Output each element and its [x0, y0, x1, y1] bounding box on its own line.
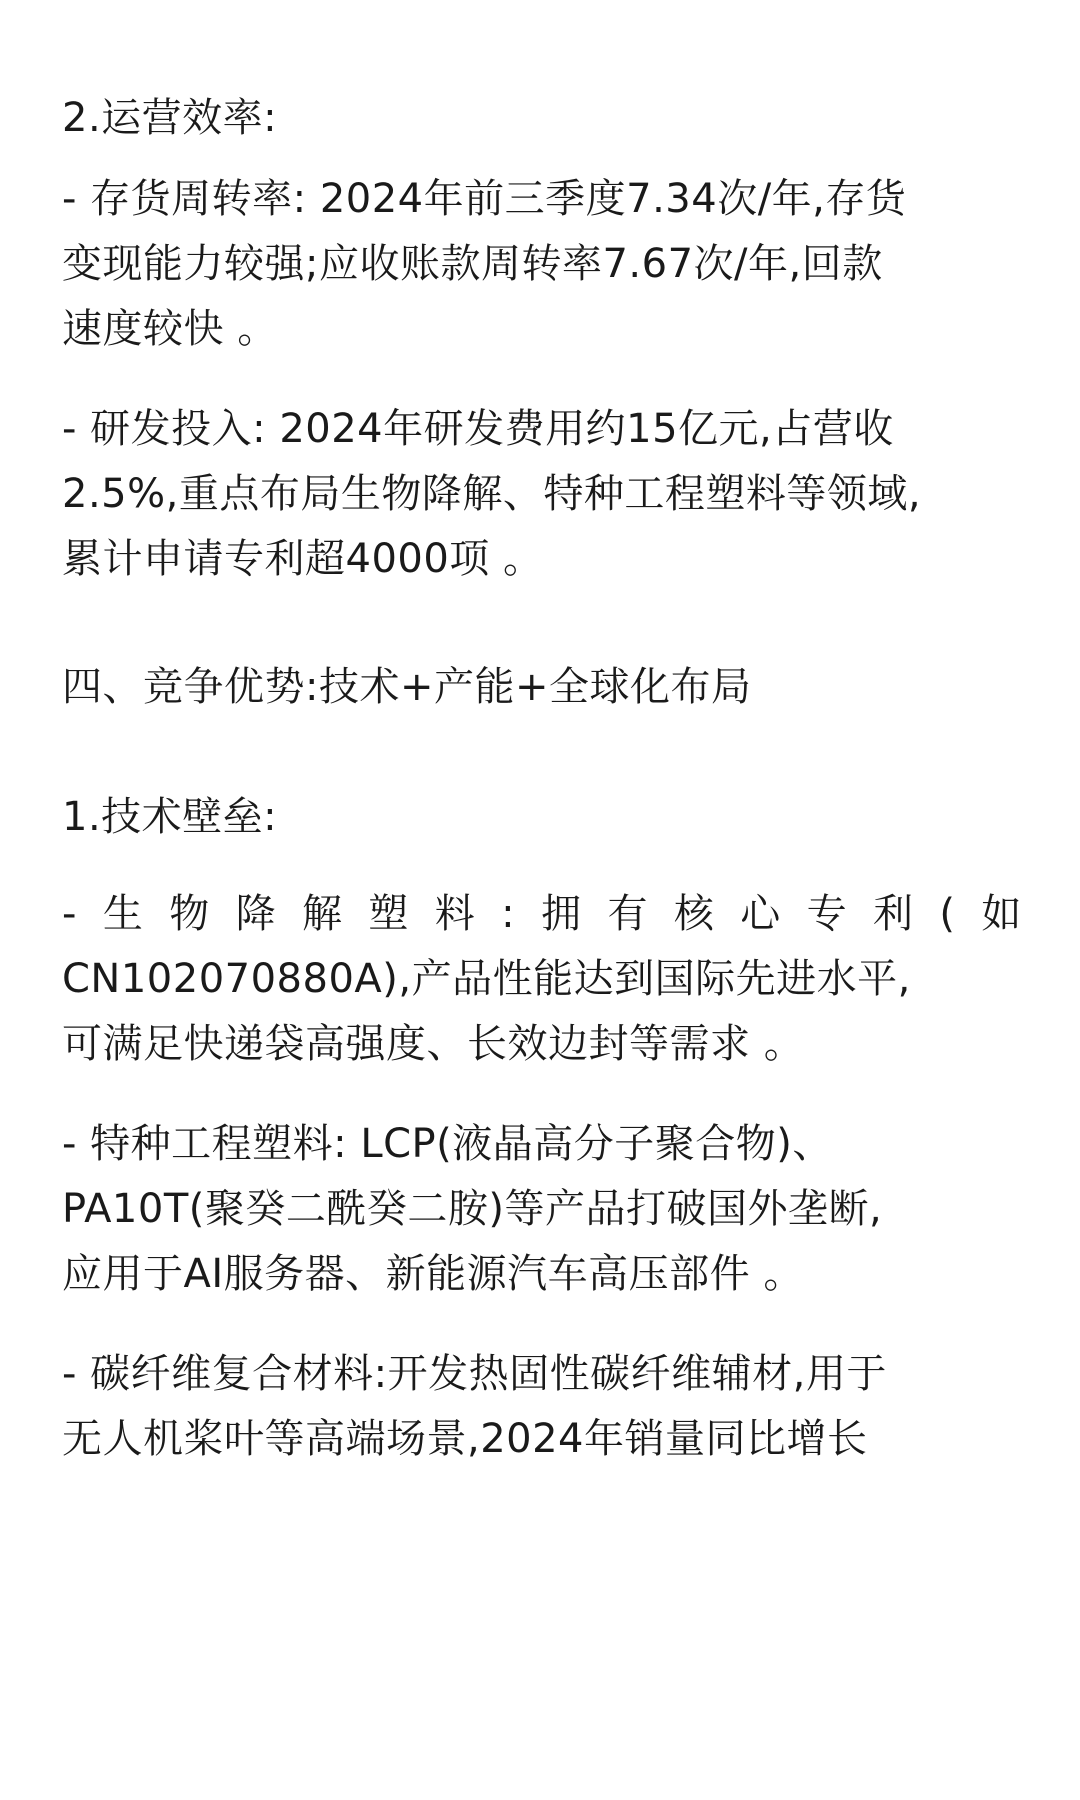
engineering-plastics-line-1: - 特种工程塑料: LCP(液晶高分子聚合物)、 — [62, 1121, 833, 1167]
char: 生 — [102, 891, 144, 937]
heading-tech-barrier: 1.技术壁垒: — [62, 794, 278, 840]
char: ( — [939, 891, 956, 937]
biodegradable-line-3: 可满足快递袋高强度、长效边封等需求 。 — [62, 1021, 805, 1067]
char: 如 — [981, 891, 1022, 937]
engineering-plastics-line-2: PA10T(聚癸二酰癸二胺)等产品打破国外垄断, — [62, 1186, 883, 1232]
char: 物 — [169, 891, 210, 937]
rd-investment-line-2: 2.5%,重点布局生物降解、特种工程塑料等领域, — [62, 471, 922, 517]
char: 塑 — [368, 891, 409, 937]
char: 解 — [302, 891, 343, 937]
inventory-turnover-line-2: 变现能力较强;应收账款周转率7.67次/年,回款 — [62, 241, 883, 287]
inventory-turnover-line-1: - 存货周转率: 2024年前三季度7.34次/年,存货 — [62, 176, 907, 222]
heading-operation-efficiency: 2.运营效率: — [62, 95, 278, 141]
char: - — [62, 891, 77, 937]
char: 有 — [607, 891, 648, 937]
char: 拥 — [541, 891, 582, 937]
rd-investment-line-3: 累计申请专利超4000项 。 — [62, 536, 544, 582]
char: 降 — [235, 891, 277, 937]
carbon-fiber-line-2: 无人机桨叶等高端场景,2024年销量同比增长 — [62, 1416, 868, 1462]
char: 核 — [673, 891, 715, 937]
char: 心 — [740, 891, 781, 937]
char: 专 — [806, 891, 848, 937]
rd-investment-line-1: - 研发投入: 2024年研发费用约15亿元,占营收 — [62, 406, 894, 452]
carbon-fiber-line-1: - 碳纤维复合材料:开发热固性碳纤维辅材,用于 — [62, 1351, 887, 1397]
inventory-turnover-line-3: 速度较快 。 — [62, 306, 278, 352]
heading-competitive-advantage: 四、竞争优势:技术+产能+全球化布局 — [62, 664, 752, 710]
char: 利 — [873, 891, 914, 937]
char: : — [501, 891, 516, 937]
biodegradable-line-2: CN102070880A),产品性能达到国际先进水平, — [62, 956, 911, 1002]
engineering-plastics-line-3: 应用于AI服务器、新能源汽车高压部件 。 — [62, 1251, 804, 1297]
biodegradable-line-1 — [62, 890, 1022, 938]
char: 料 — [434, 891, 476, 937]
